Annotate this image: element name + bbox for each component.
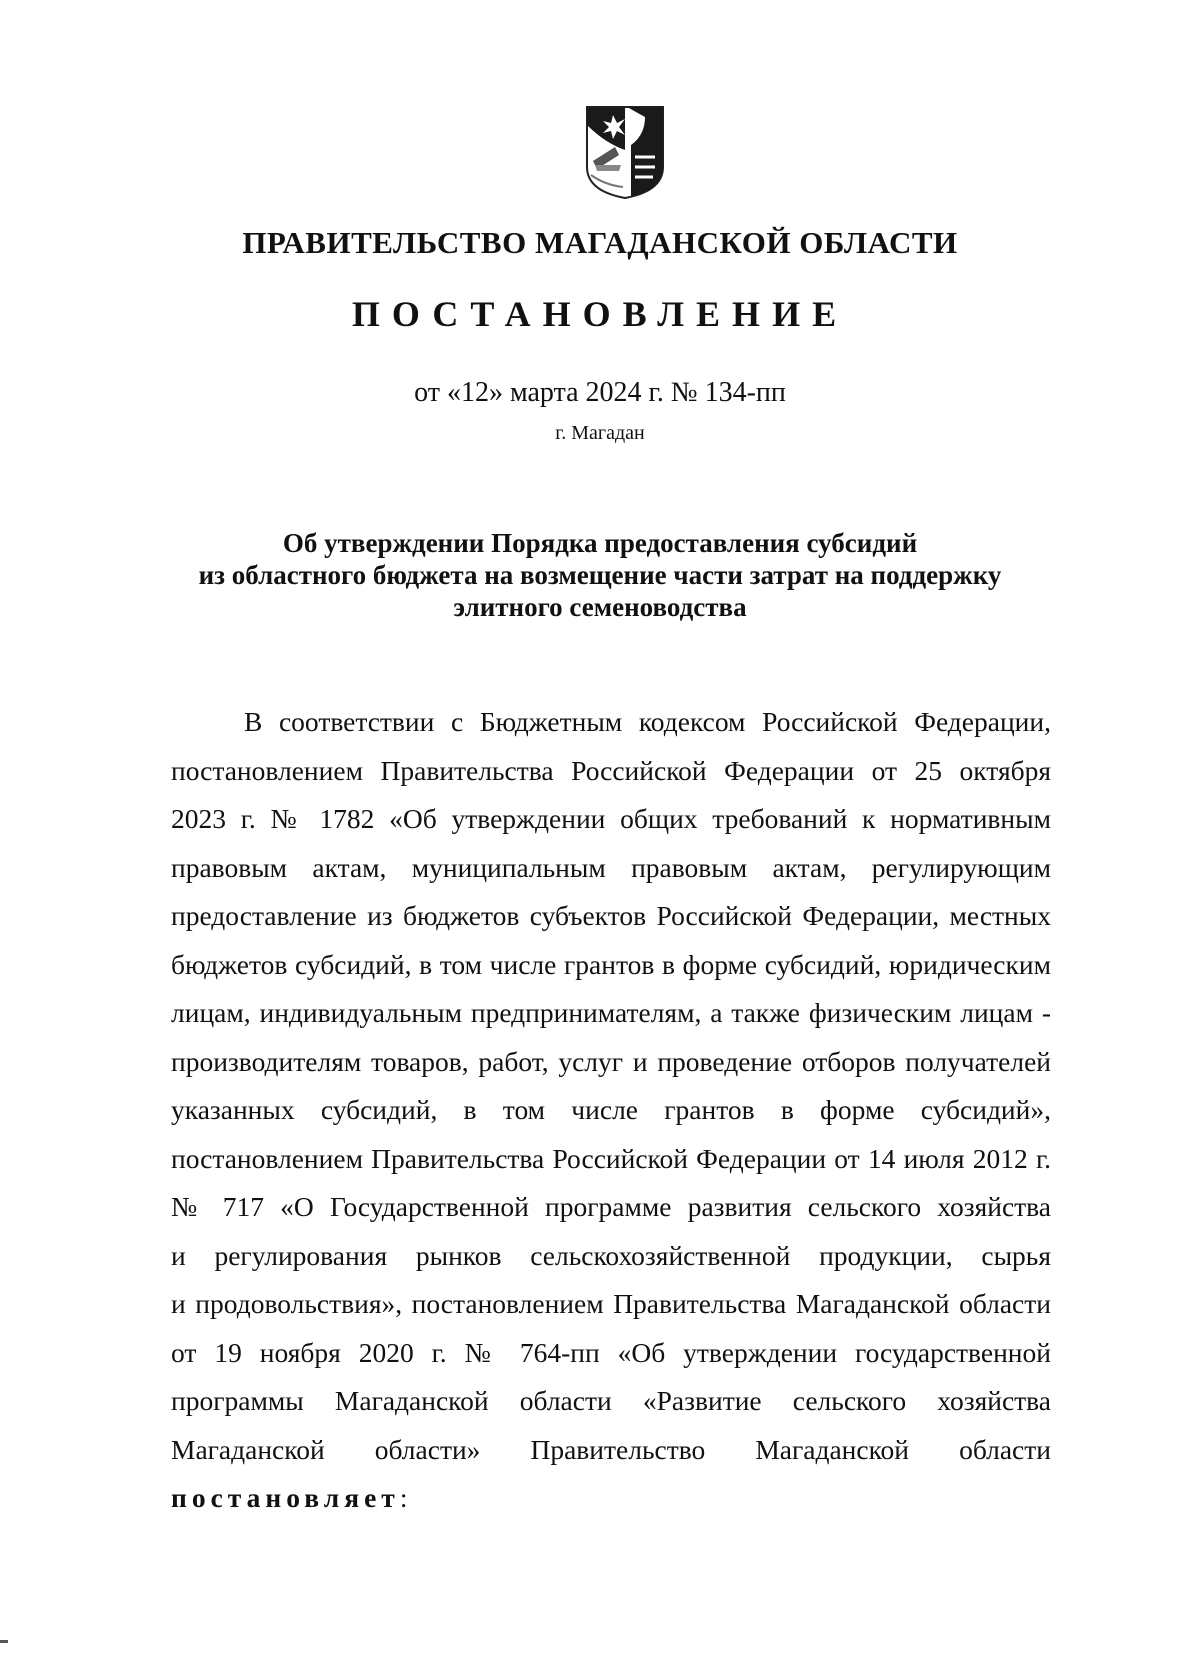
resolves-statement — [171, 1474, 1051, 1523]
body-line: и продовольствия», постановлением Правительства Магаданской области — [171, 1288, 1051, 1319]
subject-line: Об утверждении Порядка предоставления субсидий — [282, 528, 918, 558]
resolves-colon: : — [399, 1482, 408, 1513]
document-date-number: от «12» марта 2024 г. № 134-пп — [414, 377, 786, 408]
resolves-word: постановляет — [171, 1482, 400, 1513]
body-line: Магаданской области» Правительство Магаданской области — [171, 1433, 1051, 1465]
body-line: правовым актам, муниципальным правовым актам, регулирующим — [171, 851, 1051, 883]
body-line: постановлением Правительства Российской Федерации от 14 июля 2012 г. — [171, 1142, 1051, 1174]
coat-of-arms-emblem — [585, 105, 665, 200]
body-line: № 717 «О Государственной программе развития сельского хозяйства — [171, 1191, 1051, 1222]
body-line: 2023 г. № 1782 «Об утверждении общих требований к нормативным — [171, 803, 1051, 834]
document-type-heading: ПОСТАНОВЛЕНИЕ — [351, 294, 849, 334]
document-subject — [0, 527, 1200, 623]
organization-title: ПРАВИТЕЛЬСТВО МАГАДАНСКОЙ ОБЛАСТИ — [242, 225, 958, 260]
document-body — [171, 698, 1051, 1523]
body-line: и регулирования рынков сельскохозяйственной продукции, сырья — [171, 1239, 1051, 1271]
body-line: программы Магаданской области «Развитие сельского хозяйства — [171, 1385, 1051, 1416]
body-line: лицам, индивидуальным предпринимателям, а также физическим лицам - — [171, 997, 1051, 1028]
body-line: В соответствии с Бюджетным кодексом Российской Федерации, — [244, 706, 1051, 737]
body-line: предоставление из бюджетов субъектов Российской Федерации, местных — [171, 900, 1051, 931]
body-line: постановлением Правительства Российской Федерации от 25 октября — [171, 754, 1051, 786]
subject-line: из областного бюджета на возмещение части затрат на поддержку — [198, 560, 1002, 590]
body-line: производителям товаров, работ, услуг и проведение отборов получателей — [171, 1045, 1051, 1077]
body-line: бюджетов субсидий, в том числе грантов в форме субсидий, юридическим — [171, 948, 1051, 980]
subject-line: элитного семеноводства — [453, 592, 747, 622]
scan-margin-mark — [0, 1640, 8, 1643]
body-line: от 19 ноября 2020 г. № 764-пп «Об утверждении государственной — [171, 1336, 1051, 1368]
document-place: г. Магадан — [555, 422, 645, 444]
body-line: указанных субсидий, в том числе грантов в форме субсидий», — [171, 1094, 1051, 1125]
